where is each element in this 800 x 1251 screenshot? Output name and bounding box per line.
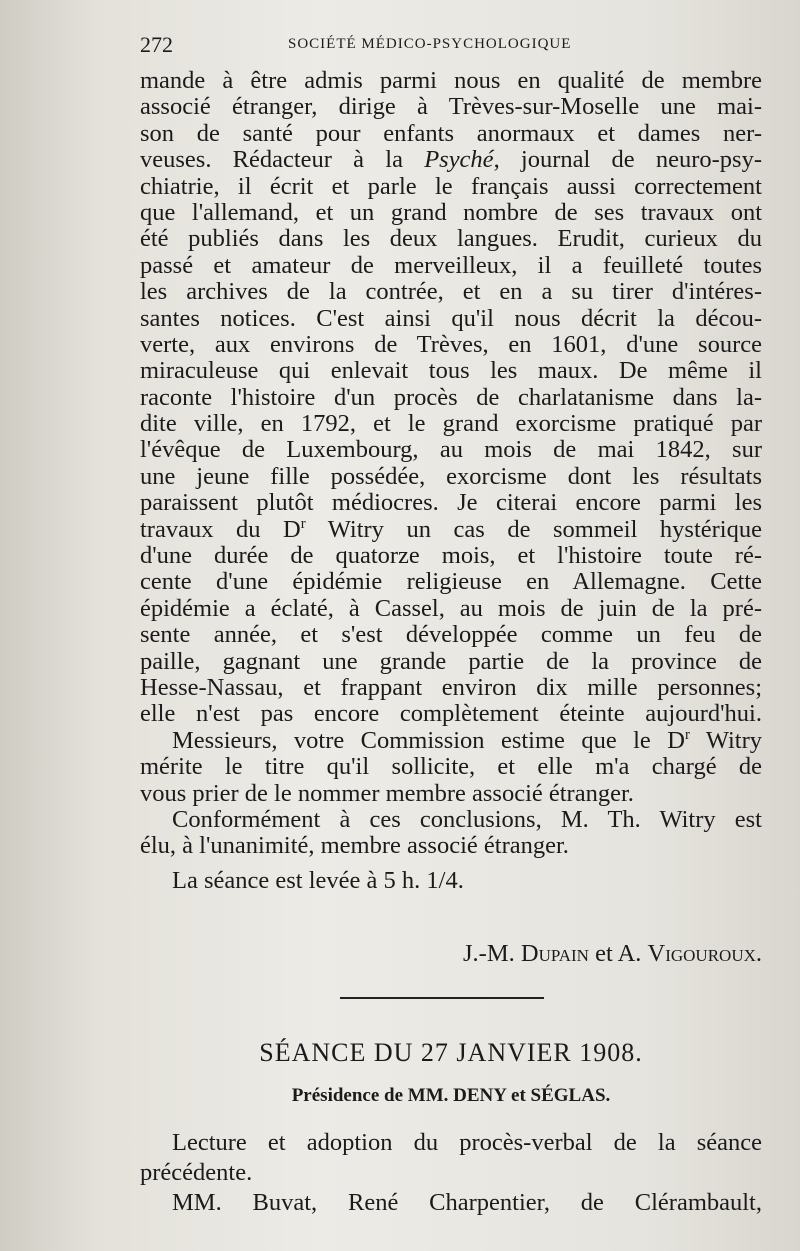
signature: [140, 940, 762, 968]
text-line: passé et amateur de merveilleux, il a feuilleté toutes: [140, 251, 762, 279]
page-number: 272: [140, 32, 173, 57]
text-line: [140, 517, 762, 543]
text-segment: veuses. Rédacteur à la: [140, 146, 403, 174]
section-title: SÉANCE DU 27 JANVIER 1908.: [259, 1038, 643, 1067]
text-line: [140, 147, 762, 173]
text-line: sente année, et s'est développée comme un feu de: [140, 621, 762, 649]
text-line: verte, aux environs de Trèves, en 1601, d'une source: [140, 330, 762, 358]
running-head: SOCIÉTÉ MÉDICO-PSYCHOLOGIQUE: [288, 36, 572, 52]
closing-paragraph: [140, 1128, 762, 1218]
text-line: MM. Buvat, René Charpentier, de Clérambault,: [172, 1189, 762, 1216]
signature-conjunction: et: [595, 940, 613, 967]
text-segment: Witry: [689, 726, 762, 754]
text-line: Lecture et adoption du procès-verbal de la séance: [172, 1129, 762, 1156]
text-line: paraissent plutôt médiocres. Je citerai encore parmi les: [140, 489, 762, 517]
text-line: santes notices. C'est ainsi qu'il nous décrit la décou-: [140, 304, 762, 332]
text-line: Hesse-Nassau, et frappant environ dix mille personnes;: [140, 673, 762, 701]
signature-surname: Dupain: [520, 940, 589, 967]
text-line: miraculeuse qui enlevait tous les maux. De même il: [140, 357, 762, 385]
text-line: épidémie a éclaté, à Cassel, au mois de juin de la pré-: [140, 594, 762, 622]
text-line: que l'allemand, et un grand nombre de ses travaux ont: [140, 198, 762, 226]
signature-surname: Vigouroux.: [647, 940, 762, 967]
text-line: dite ville, en 1792, et le grand exorcisme pratiqué par: [140, 410, 762, 438]
text-line: mérite le titre qu'il sollicite, et elle m'a chargé de: [140, 753, 762, 781]
text-line: élu, à l'unanimité, membre associé étranger.: [140, 832, 569, 860]
body-text: [140, 68, 762, 894]
text-segment: , journal de neuro-psy-: [493, 146, 762, 174]
text-line: son de santé pour enfants anormaux et dames ner-: [140, 119, 762, 147]
text-line: d'une durée de quatorze mois, et l'histoire toute ré-: [140, 542, 762, 570]
presidence-line: Présidence de MM. DENY et SÉGLAS.: [291, 1085, 611, 1106]
text-line: une jeune fille possédée, exorcisme dont les résultats: [140, 462, 762, 490]
text-line: [140, 728, 762, 754]
signature-initials: J.-M.: [463, 940, 515, 967]
text-segment: Witry un cas de sommeil hystérique: [305, 515, 762, 543]
text-line: chiatrie, il écrit et parle le français aussi correctement: [140, 172, 762, 200]
text-line: associé étranger, dirige à Trèves-sur-Moselle une mai-: [140, 93, 762, 121]
text-line: mande à être admis parmi nous en qualité de membre: [140, 67, 762, 94]
text-line: vous prier de le nommer membre associé étranger.: [140, 779, 634, 807]
signature-initials: A.: [617, 940, 642, 967]
page-header: [140, 32, 760, 62]
text-line: raconte l'histoire d'un procès de charlatanisme dans la-: [140, 383, 762, 411]
text-line: les archives de la contrée, et en a su tirer d'intéres-: [140, 278, 762, 306]
section-divider: [340, 997, 544, 999]
text-segment: Messieurs, votre Commission estime que le D: [172, 726, 685, 754]
text-line: La séance est levée à 5 h. 1/4.: [172, 866, 464, 894]
text-line: l'évêque de Luxembourg, au mois de mai 1842, sur: [140, 436, 762, 464]
journal-title: Psyché: [424, 146, 494, 174]
text-segment: travaux du D: [140, 515, 301, 543]
text-line: elle n'est pas encore complètement éteinte aujourd'hui.: [140, 700, 762, 728]
superscript: r: [684, 726, 690, 743]
text-line: paille, gagnant une grande partie de la province de: [140, 647, 762, 675]
text-line: cente d'une épidémie religieuse en Allemagne. Cette: [140, 568, 762, 596]
superscript: r: [300, 515, 306, 532]
text-line: Conformément à ces conclusions, M. Th. Witry est: [172, 805, 762, 833]
text-line: précédente.: [140, 1159, 253, 1186]
text-line: été publiés dans les deux langues. Erudit, curieux du: [140, 225, 762, 253]
